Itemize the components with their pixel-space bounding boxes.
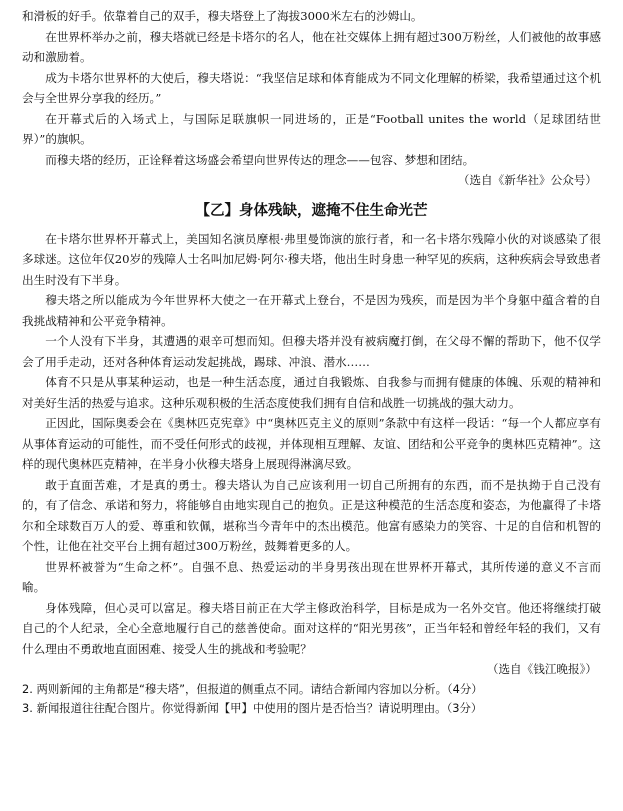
question-item: 2. 两则新闻的主角都是“穆夫塔”，但报道的侧重点不同。请结合新闻内容加以分析。（4分） xyxy=(22,681,483,696)
source-citation: （选自《钱江晚报》） xyxy=(486,662,597,676)
paragraph: 成为卡塔尔世界杯的大使后，穆夫塔说：“我坚信足球和体育能成为不同文化理解的桥梁，我希望通过这个机会与全世界分享我的经历。” xyxy=(22,70,601,105)
questions xyxy=(22,680,601,718)
paragraph: 正因此，国际奥委会在《奥林匹克宪章》中“奥林匹克主义的原则”条款中有这样一段话：“每一个人都应享有从事体育运动的可能性，而不受任何形式的歧视，并体现相互理解、友谊、团结和公平竞争的奥林匹克精神”。这样的现代奥林匹克精神，在半身小伙穆夫塔身上展现得淋漓尽致。 xyxy=(22,416,601,471)
paragraph: 一个人没有下半身，其遭遇的艰辛可想而知。但穆夫塔并没有被病魔打倒，在父母不懈的帮助下，他不仅学会了用手走动，还对各种体育运动发起挑战，踢球、冲浪、潜水…… xyxy=(22,334,601,369)
paragraph: 世界杯被誉为“生命之杯”。自强不息、热爱运动的半身男孩出现在世界杯开幕式，其所传递的意义不言而喻。 xyxy=(22,559,601,594)
news-part-a xyxy=(22,6,601,191)
paragraph: 敢于直面苦难，才是真的勇士。穆夫塔认为自己应该利用一切自己所拥有的东西，而不是执拗于自己没有的，有了信念、承诺和努力，将能够自由地实现自己的抱负。正是这种模范的生活态度和姿态，为他赢得了卡塔尔和全球数百万人的爱、尊重和钦佩，堪称当今青年中的杰出模范。他富有感染力的笑容、十足的自信和机智的个性，让他在社交平台上拥有超过300万粉丝，鼓舞着更多的人。 xyxy=(22,477,601,553)
news-part-b xyxy=(22,199,601,680)
paragraph: 在开幕式后的入场式上，与国际足联旗帜一同进场的，正是“Football unites the world（足球团结世界）”的旗帜。 xyxy=(22,111,601,146)
paragraph: 和滑板的好手。依靠着自己的双手，穆夫塔登上了海拔3000米左右的沙姆山。 xyxy=(22,9,423,23)
question-item: 3. 新闻报道往往配合图片。你觉得新闻【甲】中使用的图片是否恰当？请说明理由。（3分） xyxy=(22,700,483,715)
paragraph: 体育不只是从事某种运动，也是一种生活态度，通过自我锻炼、自我参与而拥有健康的体魄、乐观的精神和对美好生活的热爱与追求。这种乐观积极的生活态度使我们拥有自信和战胜一切挑战的强大动力。 xyxy=(22,375,601,410)
paragraph: 在世界杯举办之前，穆夫塔就已经是卡塔尔的名人，他在社交媒体上拥有超过300万粉丝，人们被他的故事感动和激励着。 xyxy=(22,29,601,64)
paragraph: 身体残障，但心灵可以富足。穆夫塔目前正在大学主修政治科学，目标是成为一名外交官。他还将继续打破自己的个人纪录，全心全意地履行自己的慈善使命。面对这样的“阳光男孩”，正当年轻和曾经年轻的我们，又有什么理由不勇敢地直面困难、接受人生的挑战和考验呢？ xyxy=(22,600,601,656)
paragraph: 在卡塔尔世界杯开幕式上，美国知名演员摩根·弗里曼饰演的旅行者，和一名卡塔尔残障小伙的对谈感染了很多球迷。这位年仅20岁的残障人士名叫加尼姆·阿尔·穆夫塔，他出生时身患一种罕见的疾病，这种疾病会导致患者出生时没有下半身。 xyxy=(22,231,601,287)
paragraph: 而穆夫塔的经历，正诠释着这场盛会希望向世界传达的理念——包容、梦想和团结。 xyxy=(45,152,475,167)
source-citation: （选自《新华社》公众号） xyxy=(457,173,597,187)
paragraph: 穆夫塔之所以能成为今年世界杯大使之一在开幕式上登台，不是因为残疾，而是因为半个身躯中蕴含着的自我挑战精神和公平竞争精神。 xyxy=(22,293,601,328)
section-title: 【乙】身体残缺，遮掩不住生命光芒 xyxy=(195,202,428,219)
